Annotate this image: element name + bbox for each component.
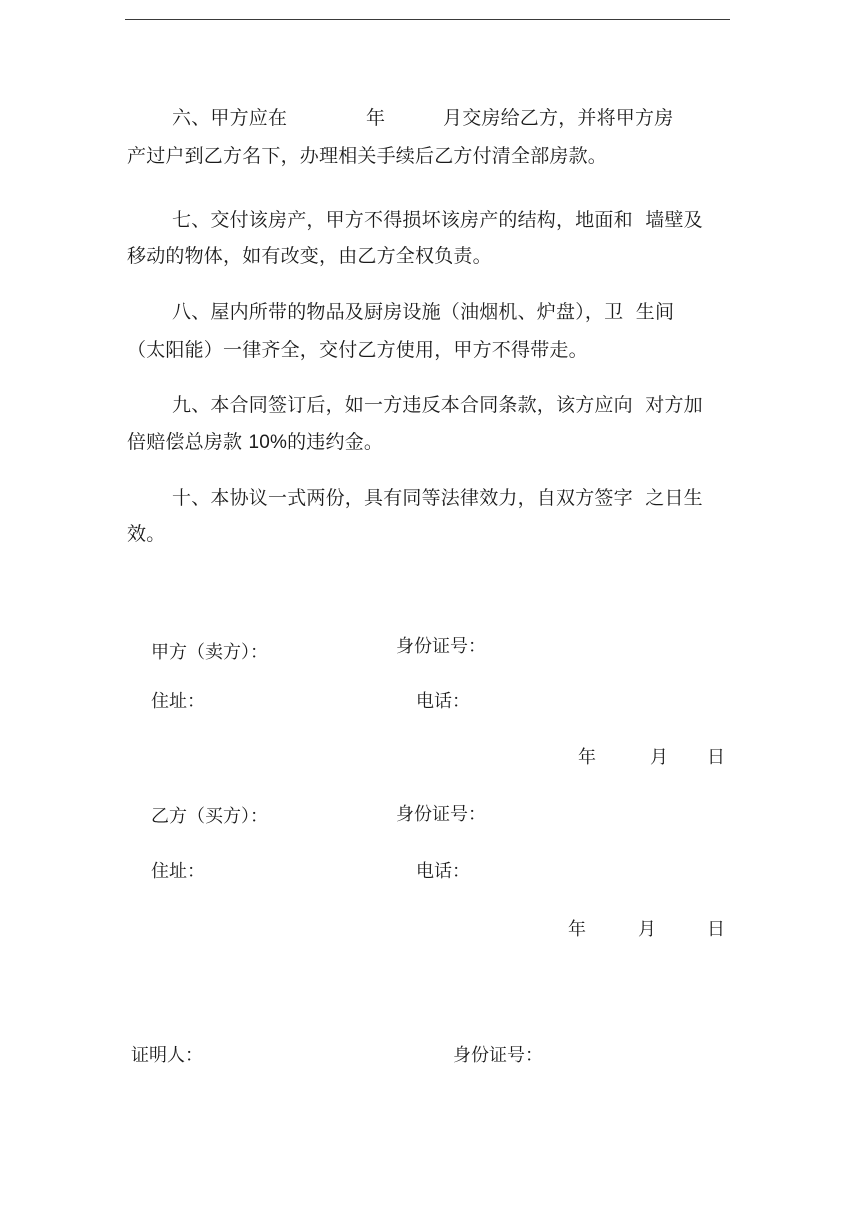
party-b-phone-label: 电话： [416,861,470,882]
header-rule [125,19,730,20]
party-b-label: 乙方（买方）： [151,806,268,827]
clause-7-line1: 七、交付该房产，甲方不得损坏该房产的结构，地面和 墙壁及 [172,209,703,231]
penalty-percent: 10% [248,432,288,453]
clause-6-line1-a: 六、甲方应在 [172,107,288,129]
party-a-phone-label: 电话： [416,691,470,712]
party-b-id-label: 身份证号： [396,804,486,825]
clause-6-line1-c: 月交房给乙方，并将甲方房 [443,107,674,129]
party-a-label: 甲方（卖方）： [151,642,268,663]
clause-10-line2: 效。 [127,523,166,545]
clause-9-line1: 九、本合同签订后，如一方违反本合同条款，该方应向 对方加 [172,394,703,416]
clause-7-line2: 移动的物体，如有改变，由乙方全权负责。 [127,245,492,267]
clause-6-line1-year: 年 [366,107,386,129]
party-b-address-label: 住址： [151,861,205,882]
party-a-id-label: 身份证号： [396,636,486,657]
witness-id-label: 身份证号： [453,1045,543,1066]
party-b-year: 年 [568,919,586,940]
witness-label: 证明人： [131,1045,203,1066]
clause-8-line1: 八、屋内所带的物品及厨房设施（油烟机、炉盘），卫 生间 [172,301,675,323]
party-b-day: 日 [707,919,725,940]
party-a-day: 日 [707,747,725,768]
clause-9-line2-a: 倍赔偿总房款 [127,431,249,453]
party-b-month: 月 [638,919,656,940]
clause-8-line2: （太阳能）一律齐全，交付乙方使用，甲方不得带走。 [127,339,588,361]
clause-10-line1: 十、本协议一式两份，具有同等法律效力，自双方签字 之日生 [172,487,703,509]
clause-9-line2-b: 的违约金。 [287,431,384,453]
party-a-month: 月 [650,747,668,768]
party-a-year: 年 [578,747,596,768]
clause-6-line2: 产过户到乙方名下，办理相关手续后乙方付清全部房款。 [127,145,608,167]
clause-9-line2 [127,430,383,455]
party-a-address-label: 住址： [151,691,205,712]
